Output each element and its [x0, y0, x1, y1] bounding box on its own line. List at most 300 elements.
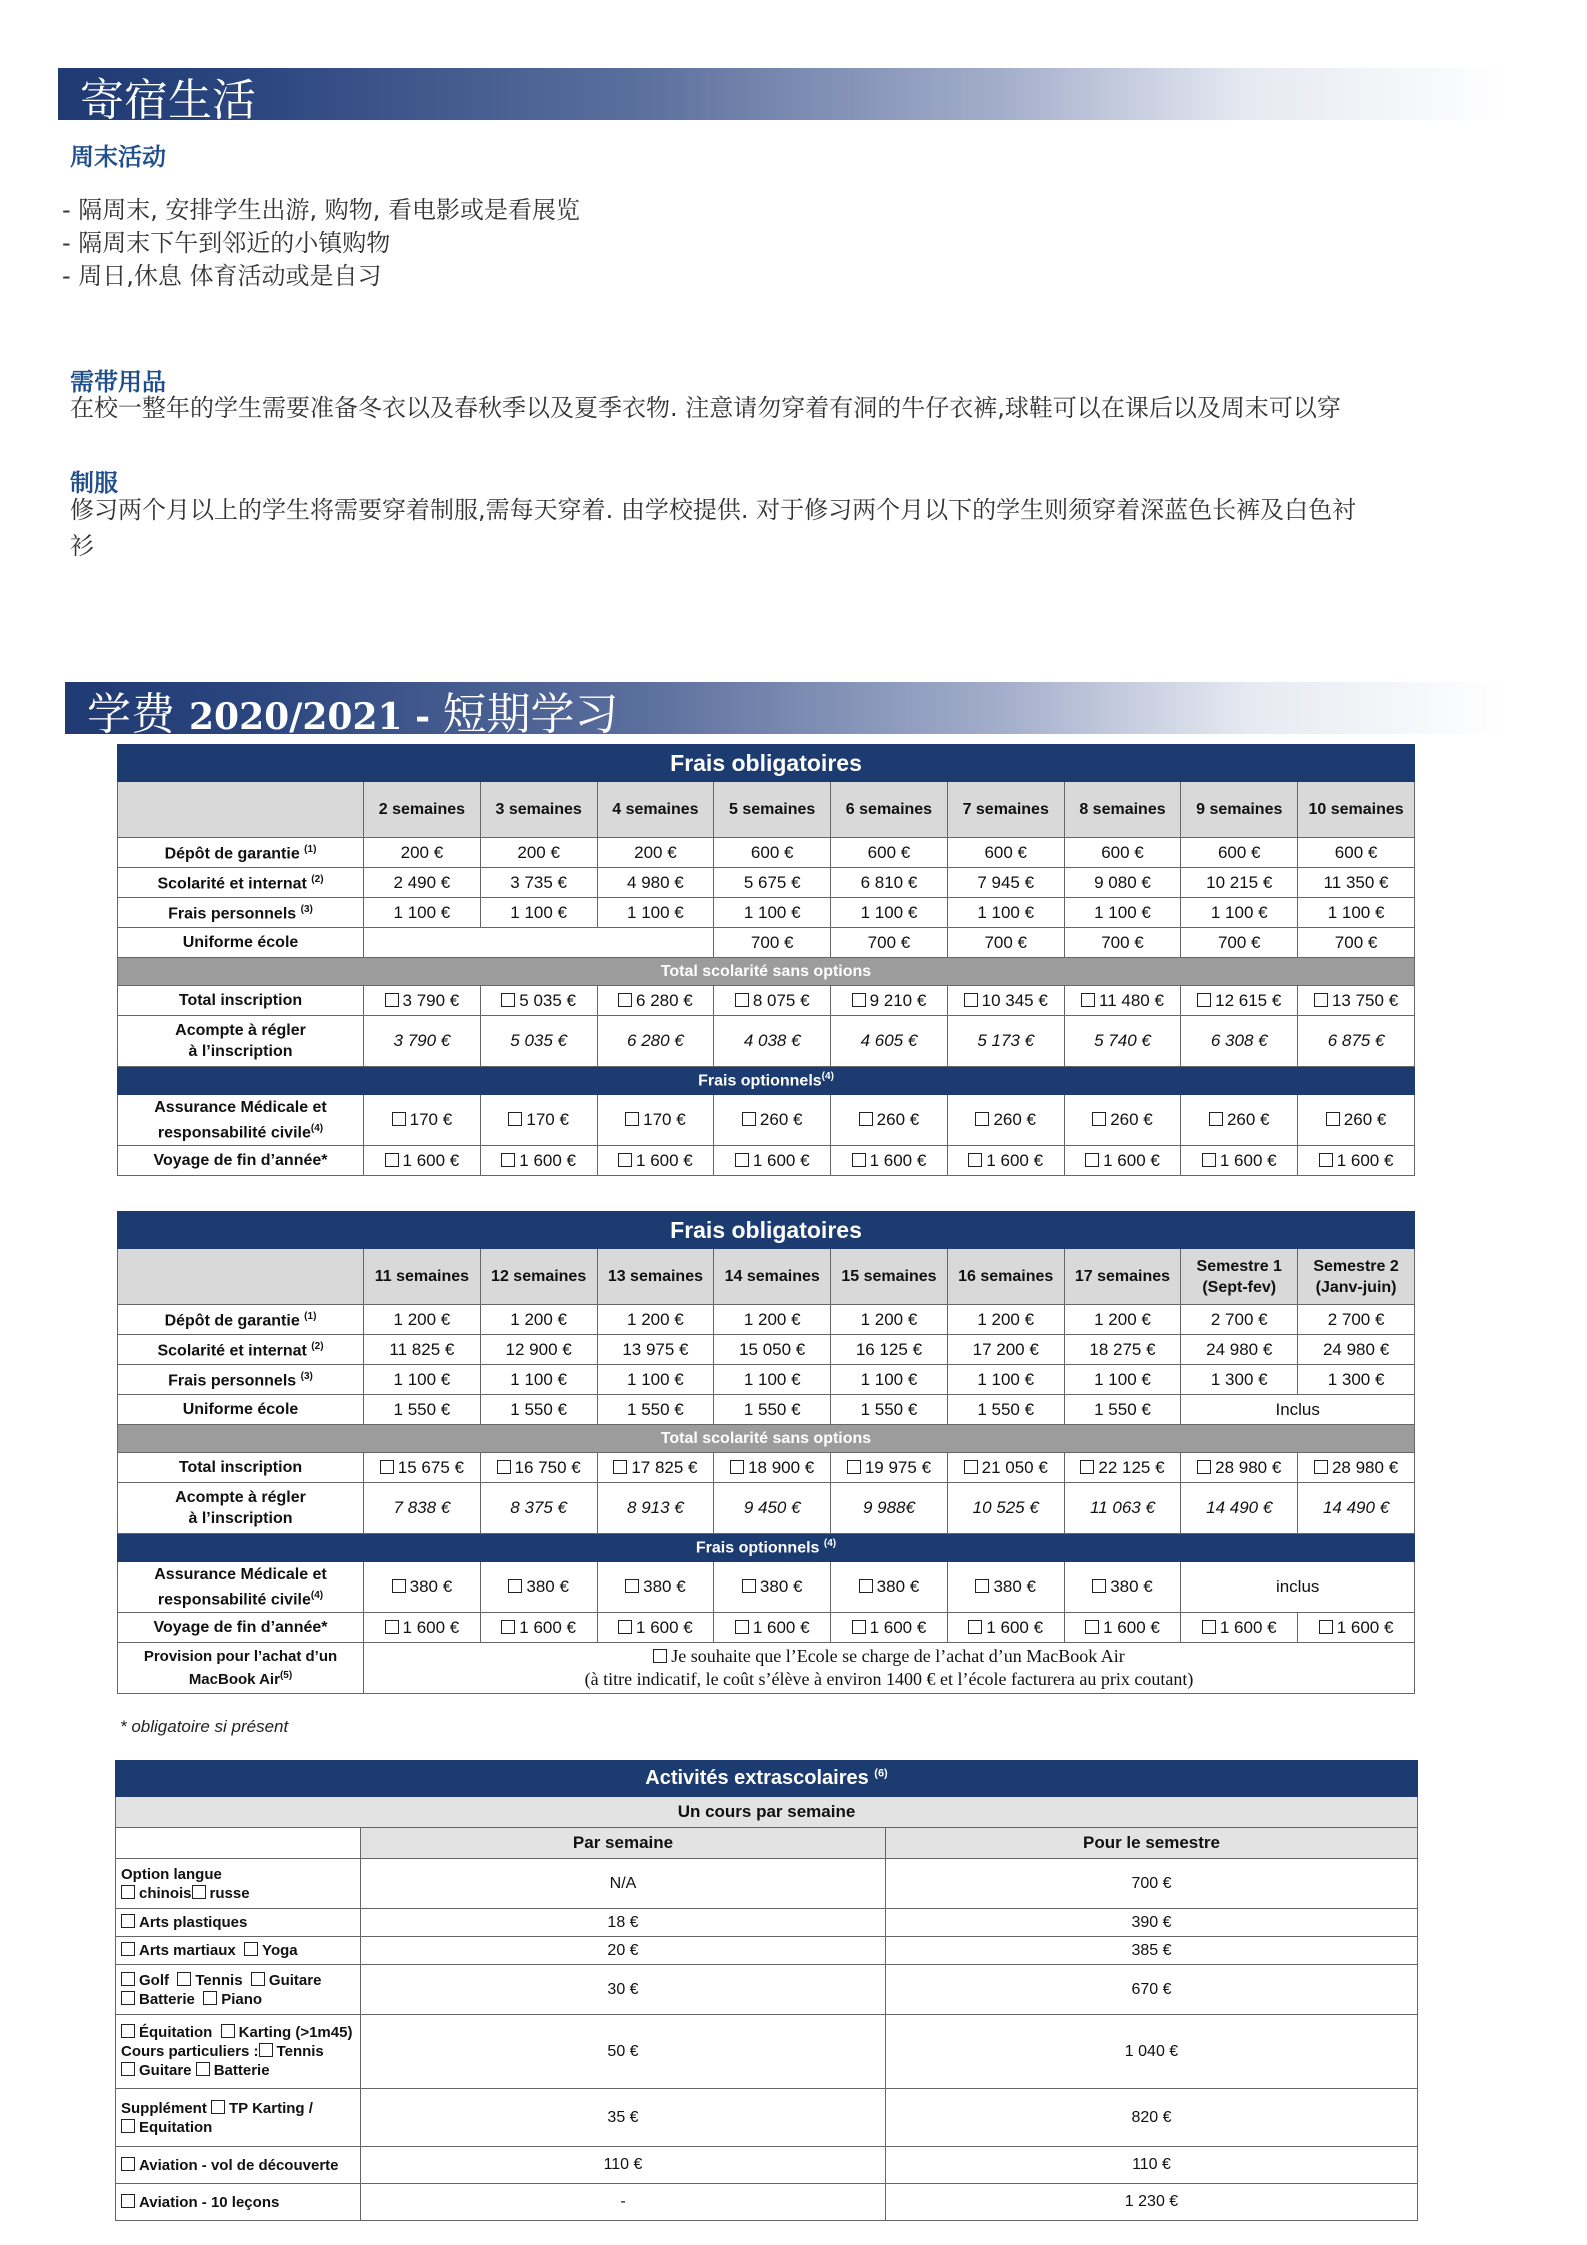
checkbox[interactable]	[735, 1153, 749, 1167]
total-checkbox-cell[interactable]: 28 980 €	[1181, 1453, 1298, 1483]
row-label: Total inscription	[118, 986, 364, 1016]
table-cell: 600 €	[714, 838, 831, 868]
checkbox[interactable]	[975, 1112, 989, 1126]
row-label: Uniforme école	[118, 928, 364, 958]
row-label: Option langue chinois russe	[116, 1859, 361, 1909]
total-checkbox-cell[interactable]: 12 615 €	[1181, 986, 1298, 1016]
checkbox[interactable]	[968, 1153, 982, 1167]
checkbox[interactable]	[121, 2062, 135, 2076]
table-row-assurance	[118, 1562, 1415, 1613]
table-cell: 20 €	[361, 1937, 886, 1965]
checkbox[interactable]	[1081, 993, 1095, 1007]
option-checkbox-cell[interactable]: 380 €	[480, 1562, 597, 1613]
row-label: Assurance Médicale et responsabilité civile$^{(4)}$	[118, 1562, 364, 1613]
table-cell: 1 550 €	[480, 1395, 597, 1425]
checkbox[interactable]	[385, 1153, 399, 1167]
row-label: Dépôt de garantie $^{(1)}$	[118, 1305, 364, 1335]
row-label: Golf Tennis Guitare Batterie Piano	[116, 1965, 361, 2015]
checkbox[interactable]	[625, 1579, 639, 1593]
subheader: Frais optionnels $^{(4)}$	[118, 1534, 1415, 1562]
checkbox[interactable]	[392, 1579, 406, 1593]
checkbox[interactable]	[121, 1885, 135, 1899]
table-row-macbook	[118, 1643, 1415, 1694]
section-banner-fees	[65, 682, 1505, 740]
table-cell: 15 050 €	[714, 1335, 831, 1365]
option-checkbox-cell[interactable]: 260 €	[1181, 1095, 1298, 1146]
table-cell: 670 €	[886, 1965, 1418, 2015]
option-checkbox-cell[interactable]: 1 600 €	[831, 1146, 948, 1176]
column-header: 2 semaines	[364, 782, 481, 838]
option-checkbox-cell[interactable]: 380 €	[714, 1562, 831, 1613]
checkbox[interactable]	[618, 1153, 632, 1167]
options-header-row	[118, 1067, 1415, 1095]
table-cell: 1 230 €	[886, 2184, 1418, 2221]
checkbox[interactable]	[192, 1885, 206, 1899]
checkbox[interactable]	[852, 1620, 866, 1634]
option-checkbox-cell[interactable]: 170 €	[364, 1095, 481, 1146]
checkbox[interactable]	[121, 2157, 135, 2171]
table-cell: 2 700 €	[1181, 1305, 1298, 1335]
table-cell: 1 300 €	[1298, 1365, 1415, 1395]
option-checkbox-cell[interactable]: 1 600 €	[1064, 1146, 1181, 1176]
table-row-voyage	[118, 1146, 1415, 1176]
table-cell: 1 550 €	[1064, 1395, 1181, 1425]
checkbox[interactable]	[975, 1579, 989, 1593]
option-checkbox-cell[interactable]: 1 600 €	[1298, 1613, 1415, 1643]
option-checkbox-cell[interactable]: 1 600 €	[480, 1146, 597, 1176]
checkbox[interactable]	[211, 2100, 225, 2114]
checkbox[interactable]	[613, 1460, 627, 1474]
table-cell: 1 550 €	[947, 1395, 1064, 1425]
option-checkbox-cell[interactable]: 1 600 €	[364, 1613, 481, 1643]
option-checkbox-cell[interactable]: 1 600 €	[831, 1613, 948, 1643]
fees-table-long	[117, 1211, 1415, 1694]
table-row	[116, 1909, 1418, 1937]
table-row-uniforme	[118, 1395, 1415, 1425]
table-cell: 14 490 €	[1181, 1483, 1298, 1534]
checkbox[interactable]	[385, 993, 399, 1007]
table-cell: 14 490 €	[1298, 1483, 1415, 1534]
table-cell: 16 125 €	[831, 1335, 948, 1365]
checkbox[interactable]	[121, 2024, 135, 2038]
table-cell: 700 €	[831, 928, 948, 958]
checkbox[interactable]	[177, 1972, 191, 1986]
table-cell: 700 €	[1181, 928, 1298, 958]
header-blank	[118, 1249, 364, 1305]
checkbox[interactable]	[1092, 1112, 1106, 1126]
checkbox[interactable]	[251, 1972, 265, 1986]
checkbox[interactable]	[244, 1942, 258, 1956]
total-checkbox-cell[interactable]: 3 790 €	[364, 986, 481, 1016]
checkbox[interactable]	[501, 1620, 515, 1634]
checkbox[interactable]	[1202, 1153, 1216, 1167]
table-cell: 8 375 €	[480, 1483, 597, 1534]
row-label: Équitation Karting (>1m45) Cours particuliers : Tennis Guitare Batterie	[116, 2015, 361, 2089]
checkbox[interactable]	[1085, 1153, 1099, 1167]
table-cell: 35 €	[361, 2089, 886, 2147]
checkbox[interactable]	[385, 1620, 399, 1634]
supplies-heading: 需带用品	[70, 368, 166, 396]
subheader: Total scolarité sans options	[118, 958, 1415, 986]
table-cell: 600 €	[831, 838, 948, 868]
checkbox[interactable]	[742, 1579, 756, 1593]
total-checkbox-cell[interactable]: 21 050 €	[947, 1453, 1064, 1483]
total-checkbox-cell[interactable]: 17 825 €	[597, 1453, 714, 1483]
table-title-row	[118, 1212, 1415, 1249]
table-row-depot	[118, 838, 1415, 868]
total-checkbox-cell[interactable]: 13 750 €	[1298, 986, 1415, 1016]
banner-title: 寄宿生活	[80, 75, 256, 126]
checkbox[interactable]	[964, 993, 978, 1007]
option-checkbox-cell[interactable]: 1 600 €	[714, 1146, 831, 1176]
total-checkbox-cell[interactable]: 19 975 €	[831, 1453, 948, 1483]
checkbox[interactable]	[203, 1991, 217, 2005]
options-header-row	[118, 1534, 1415, 1562]
column-header: Par semaine	[361, 1828, 886, 1859]
total-checkbox-cell[interactable]: 10 345 €	[947, 986, 1064, 1016]
table-cell: 1 550 €	[831, 1395, 948, 1425]
checkbox[interactable]	[497, 1460, 511, 1474]
option-checkbox-cell[interactable]: 380 €	[597, 1562, 714, 1613]
total-checkbox-cell[interactable]: 15 675 €	[364, 1453, 481, 1483]
table-header-row	[118, 782, 1415, 838]
table-cell: 1 100 €	[1064, 898, 1181, 928]
table-cell: 5 675 €	[714, 868, 831, 898]
table-cell: 1 100 €	[947, 898, 1064, 928]
table-cell: 385 €	[886, 1937, 1418, 1965]
weekend-list	[62, 194, 580, 293]
table-row	[116, 2184, 1418, 2221]
checkbox[interactable]	[968, 1620, 982, 1634]
checkbox[interactable]	[618, 1620, 632, 1634]
option-checkbox-cell[interactable]: 1 600 €	[947, 1613, 1064, 1643]
table-cell: 6 308 €	[1181, 1016, 1298, 1067]
checkbox[interactable]	[859, 1112, 873, 1126]
uniform-heading: 制服	[70, 469, 118, 497]
table-cell: 1 200 €	[714, 1305, 831, 1335]
total-checkbox-cell[interactable]: 16 750 €	[480, 1453, 597, 1483]
table-cell: 13 975 €	[597, 1335, 714, 1365]
option-checkbox-cell[interactable]: 1 600 €	[597, 1613, 714, 1643]
table-cell: 9 450 €	[714, 1483, 831, 1534]
table-cell: 10 525 €	[947, 1483, 1064, 1534]
checkbox[interactable]	[1319, 1153, 1333, 1167]
list-item: - 周日,休息 体育活动或是自习	[62, 262, 382, 290]
column-header: 9 semaines	[1181, 782, 1298, 838]
checkbox[interactable]	[1202, 1620, 1216, 1634]
column-header: 12 semaines	[480, 1249, 597, 1305]
table-cell: 10 215 €	[1181, 868, 1298, 898]
table-cell: 18 275 €	[1064, 1335, 1181, 1365]
checkbox[interactable]	[852, 1153, 866, 1167]
table-cell: N/A	[361, 1859, 886, 1909]
table-cell: 820 €	[886, 2089, 1418, 2147]
row-label: Scolarité et internat $^{(2)}$	[118, 868, 364, 898]
table-cell: 6 875 €	[1298, 1016, 1415, 1067]
option-checkbox-cell[interactable]: 170 €	[480, 1095, 597, 1146]
option-checkbox-cell[interactable]: 260 €	[831, 1095, 948, 1146]
checkbox[interactable]	[625, 1112, 639, 1126]
row-label: Voyage de fin d’année*	[118, 1146, 364, 1176]
column-header: 17 semaines	[1064, 1249, 1181, 1305]
table-cell: 30 €	[361, 1965, 886, 2015]
table-cell: 1 100 €	[714, 1365, 831, 1395]
checkbox[interactable]	[392, 1112, 406, 1126]
table-cell: 7 838 €	[364, 1483, 481, 1534]
table-cell: 7 945 €	[947, 868, 1064, 898]
table-cell: 2 490 €	[364, 868, 481, 898]
table-cell: 1 100 €	[480, 1365, 597, 1395]
row-label: Assurance Médicale et responsabilité civile$^{(4)}$	[118, 1095, 364, 1146]
column-header: 7 semaines	[947, 782, 1064, 838]
table-cell: 600 €	[947, 838, 1064, 868]
table-row-acompte	[118, 1483, 1415, 1534]
row-label: Arts plastiques	[116, 1909, 361, 1937]
checkbox[interactable]	[1092, 1579, 1106, 1593]
table-row-depot	[118, 1305, 1415, 1335]
checkbox[interactable]	[859, 1579, 873, 1593]
table-row-scolarite	[118, 1335, 1415, 1365]
table-cell: 8 913 €	[597, 1483, 714, 1534]
table-cell: 11 350 €	[1298, 868, 1415, 898]
row-label: Scolarité et internat $^{(2)}$	[118, 1335, 364, 1365]
checkbox[interactable]	[1080, 1460, 1094, 1474]
row-label: Acompte à régler à l’inscription	[118, 1016, 364, 1067]
option-checkbox-cell[interactable]: 1 600 €	[364, 1146, 481, 1176]
checkbox[interactable]	[735, 993, 749, 1007]
checkbox[interactable]	[1314, 993, 1328, 1007]
option-checkbox-cell[interactable]: 1 600 €	[480, 1613, 597, 1643]
row-label: Dépôt de garantie $^{(1)}$	[118, 838, 364, 868]
list-item: - 隔周末, 安排学生出游, 购物, 看电影或是看展览	[62, 196, 581, 224]
table-cell: 5 173 €	[947, 1016, 1064, 1067]
total-checkbox-cell[interactable]: 22 125 €	[1064, 1453, 1181, 1483]
checkbox[interactable]	[1326, 1112, 1340, 1126]
checkbox[interactable]	[1319, 1620, 1333, 1634]
checkbox[interactable]	[508, 1579, 522, 1593]
table-cell: 1 300 €	[1181, 1365, 1298, 1395]
table-row	[116, 2089, 1418, 2147]
table-cell-inclus: Inclus	[1181, 1395, 1415, 1425]
checkbox[interactable]	[653, 1649, 667, 1663]
activities-table	[115, 1760, 1418, 2221]
table-cell: 3 735 €	[480, 868, 597, 898]
table-cell: 110 €	[361, 2147, 886, 2184]
table-cell: 700 €	[886, 1859, 1418, 1909]
option-checkbox-cell[interactable]: 260 €	[947, 1095, 1064, 1146]
total-checkbox-cell[interactable]: 8 075 €	[714, 986, 831, 1016]
table-title-row	[118, 745, 1415, 782]
fees-table-short	[117, 744, 1415, 1176]
checkbox[interactable]	[196, 2062, 210, 2076]
subheader: Frais optionnels$^{(4)}$	[118, 1067, 1415, 1095]
uniform-text-line: 衫	[70, 532, 94, 560]
column-header: 3 semaines	[480, 782, 597, 838]
table-cell: 17 200 €	[947, 1335, 1064, 1365]
checkbox[interactable]	[121, 1972, 135, 1986]
table-cell: 110 €	[886, 2147, 1418, 2184]
table-cell: 1 100 €	[1181, 898, 1298, 928]
table-cell: 700 €	[1298, 928, 1415, 958]
table-cell: 1 100 €	[831, 1365, 948, 1395]
table-cell: 24 980 €	[1298, 1335, 1415, 1365]
checkbox[interactable]	[121, 2119, 135, 2133]
checkbox[interactable]	[1085, 1620, 1099, 1634]
table-title: Activités extrascolaires $^{(6)}$	[116, 1761, 1418, 1797]
checkbox[interactable]	[508, 1112, 522, 1126]
uniform-text	[70, 492, 1356, 564]
total-header-row	[118, 1425, 1415, 1453]
checkbox[interactable]	[259, 2043, 273, 2057]
table-cell: 6 810 €	[831, 868, 948, 898]
row-label: Acompte à régler à l’inscription	[118, 1483, 364, 1534]
total-checkbox-cell[interactable]: 9 210 €	[831, 986, 948, 1016]
row-label: Supplément TP Karting / Equitation	[116, 2089, 361, 2147]
checkbox[interactable]	[742, 1112, 756, 1126]
column-header: Pour le semestre	[886, 1828, 1418, 1859]
table-cell: 390 €	[886, 1909, 1418, 1937]
table-row-frais-perso	[118, 1365, 1415, 1395]
table-cell: 1 200 €	[480, 1305, 597, 1335]
table-cell: 4 980 €	[597, 868, 714, 898]
banner-title: 学费	[87, 689, 189, 740]
table-cell: 1 200 €	[364, 1305, 481, 1335]
table-row-uniforme	[118, 928, 1415, 958]
option-checkbox-cell[interactable]: 260 €	[1064, 1095, 1181, 1146]
table-cell: 5 035 €	[480, 1016, 597, 1067]
option-checkbox-cell[interactable]: 380 €	[831, 1562, 948, 1613]
column-header: Semestre 1 (Sept-fev)	[1181, 1249, 1298, 1305]
option-checkbox-cell[interactable]: 380 €	[364, 1562, 481, 1613]
table-cell: 5 740 €	[1064, 1016, 1181, 1067]
option-checkbox-cell[interactable]: 380 €	[1064, 1562, 1181, 1613]
checkbox[interactable]	[847, 1460, 861, 1474]
table-row-total	[118, 986, 1415, 1016]
macbook-option-cell[interactable]	[364, 1643, 1415, 1694]
option-checkbox-cell[interactable]: 260 €	[1298, 1095, 1415, 1146]
checkbox[interactable]	[121, 2194, 135, 2208]
row-label: Total inscription	[118, 1453, 364, 1483]
column-header: 15 semaines	[831, 1249, 948, 1305]
table-row	[116, 1859, 1418, 1909]
option-checkbox-cell[interactable]: 170 €	[597, 1095, 714, 1146]
table-title: Frais obligatoires	[118, 1212, 1415, 1249]
checkbox[interactable]	[1209, 1112, 1223, 1126]
column-header: 10 semaines	[1298, 782, 1415, 838]
table-row	[116, 1937, 1418, 1965]
table-cell: 1 100 €	[364, 898, 481, 928]
table-cell: 24 980 €	[1181, 1335, 1298, 1365]
row-label: Frais personnels $^{(3)}$	[118, 898, 364, 928]
macbook-option-label: Je souhaite que l’Ecole se charge de l’achat d’un MacBook Air	[671, 1646, 1125, 1666]
table-cell: 1 550 €	[597, 1395, 714, 1425]
option-checkbox-cell[interactable]: 1 600 €	[1181, 1613, 1298, 1643]
option-checkbox-cell[interactable]: 1 600 €	[1181, 1146, 1298, 1176]
checkbox[interactable]	[1197, 1460, 1211, 1474]
option-checkbox-cell[interactable]: 1 600 €	[1298, 1146, 1415, 1176]
column-header: Semestre 2 (Janv-juin)	[1298, 1249, 1415, 1305]
checkbox[interactable]	[618, 993, 632, 1007]
table-row-acompte	[118, 1016, 1415, 1067]
supplies-text: 在校一整年的学生需要准备冬衣以及春秋季以及夏季衣物. 注意请勿穿着有洞的牛仔衣裤,球鞋可以在课后以及周末可以穿	[70, 394, 1341, 422]
checkbox[interactable]	[1197, 993, 1211, 1007]
checkbox[interactable]	[221, 2024, 235, 2038]
total-checkbox-cell[interactable]: 5 035 €	[480, 986, 597, 1016]
checkbox[interactable]	[501, 1153, 515, 1167]
table-cell: 1 200 €	[1064, 1305, 1181, 1335]
checkbox[interactable]	[852, 993, 866, 1007]
table-cell: 1 100 €	[480, 898, 597, 928]
macbook-option-note: (à titre indicatif, le coût s’élève à environ 1400 € et l’école facturera au prix coutant)	[584, 1669, 1194, 1689]
column-header: 5 semaines	[714, 782, 831, 838]
row-label: Provision pour l’achat d’un MacBook Air$^{(5)}$	[118, 1643, 364, 1694]
column-header: 4 semaines	[597, 782, 714, 838]
total-header-row	[118, 958, 1415, 986]
table-cell: 1 100 €	[597, 898, 714, 928]
checkbox[interactable]	[380, 1460, 394, 1474]
column-header: 8 semaines	[1064, 782, 1181, 838]
checkbox[interactable]	[735, 1620, 749, 1634]
table-cell: 200 €	[364, 838, 481, 868]
list-item: - 隔周末下午到邻近的小镇购物	[62, 229, 391, 257]
checkbox[interactable]	[964, 1460, 978, 1474]
option-checkbox-cell[interactable]: 1 600 €	[714, 1613, 831, 1643]
table-cell: 1 100 €	[1064, 1365, 1181, 1395]
total-checkbox-cell[interactable]: 6 280 €	[597, 986, 714, 1016]
row-label: Aviation - 10 leçons	[116, 2184, 361, 2221]
subheader: Total scolarité sans options	[118, 1425, 1415, 1453]
total-checkbox-cell[interactable]: 11 480 €	[1064, 986, 1181, 1016]
option-checkbox-cell[interactable]: 1 600 €	[1064, 1613, 1181, 1643]
table-row-assurance	[118, 1095, 1415, 1146]
table-cell: 4 038 €	[714, 1016, 831, 1067]
table-cell: 9 080 €	[1064, 868, 1181, 898]
table-cell: 11 063 €	[1064, 1483, 1181, 1534]
total-checkbox-cell[interactable]: 18 900 €	[714, 1453, 831, 1483]
table-cell: 2 700 €	[1298, 1305, 1415, 1335]
uniform-text-line: 修习两个月以上的学生将需要穿着制服,需每天穿着. 由学校提供. 对于修习两个月以下的学生则须穿着深蓝色长裤及白色衬	[70, 496, 1357, 524]
activities-subtitle-row	[116, 1797, 1418, 1828]
row-label: Voyage de fin d’année*	[118, 1613, 364, 1643]
total-checkbox-cell[interactable]: 28 980 €	[1298, 1453, 1415, 1483]
checkbox[interactable]	[730, 1460, 744, 1474]
banner-year: 2020/2021 -	[189, 696, 443, 738]
table-cell: 6 280 €	[597, 1016, 714, 1067]
table-cell: 9 988€	[831, 1483, 948, 1534]
table-cell: 1 100 €	[1298, 898, 1415, 928]
table-row	[116, 2015, 1418, 2089]
option-checkbox-cell[interactable]: 1 600 €	[597, 1146, 714, 1176]
table-cell: 1 200 €	[831, 1305, 948, 1335]
table-header-row	[118, 1249, 1415, 1305]
option-checkbox-cell[interactable]: 260 €	[714, 1095, 831, 1146]
checkbox[interactable]	[121, 1942, 135, 1956]
option-checkbox-cell[interactable]: 1 600 €	[947, 1146, 1064, 1176]
section-banner-boarding	[58, 68, 1508, 126]
checkbox[interactable]	[121, 1914, 135, 1928]
row-label: Aviation - vol de découverte	[116, 2147, 361, 2184]
table-cell: 1 200 €	[597, 1305, 714, 1335]
checkbox[interactable]	[1314, 1460, 1328, 1474]
column-header: 13 semaines	[597, 1249, 714, 1305]
table-cell: 700 €	[947, 928, 1064, 958]
table-cell: 1 200 €	[947, 1305, 1064, 1335]
table-row-frais-perso	[118, 898, 1415, 928]
checkbox[interactable]	[121, 1991, 135, 2005]
checkbox[interactable]	[501, 993, 515, 1007]
table-cell: 700 €	[1064, 928, 1181, 958]
option-checkbox-cell[interactable]: 380 €	[947, 1562, 1064, 1613]
